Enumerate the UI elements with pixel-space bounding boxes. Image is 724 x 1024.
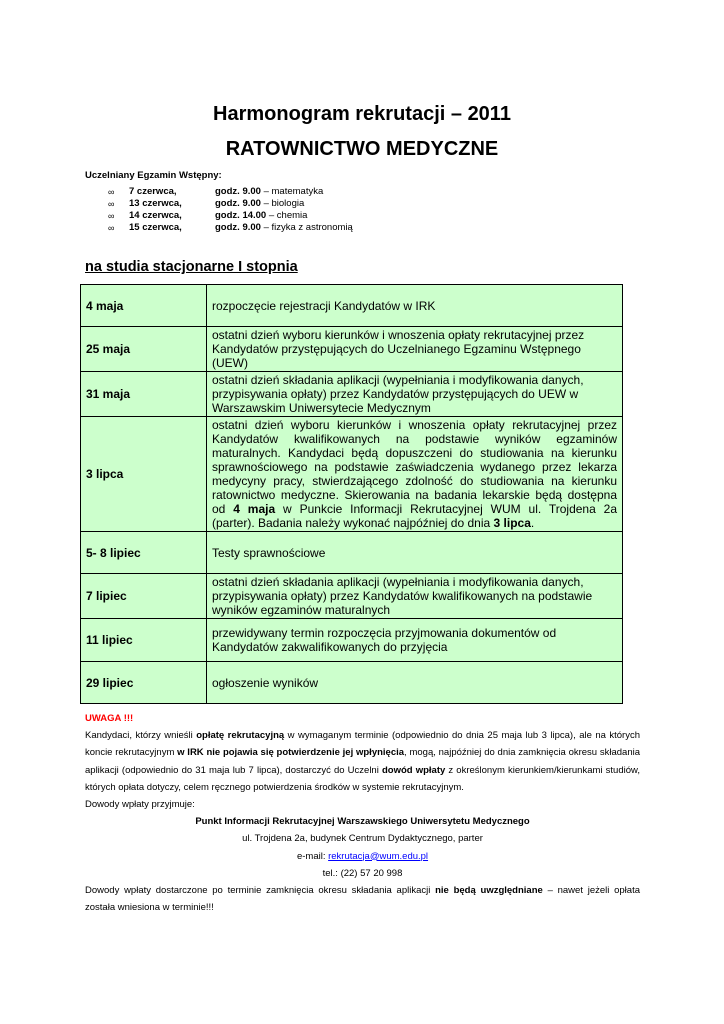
notes-text: w wymaganym terminie (odpowiednio do dnia 25 maja lub 3 lipca), ale na których koncie rekrutacyjnym <box>85 730 640 759</box>
infinity-bullet-icon: ∞ <box>108 223 115 233</box>
table-row <box>81 372 623 417</box>
notes-text: Kandydaci, którzy wnieśli <box>85 730 197 742</box>
table-row <box>81 285 623 327</box>
document-subtitle: RATOWNICTWO MEDYCZNE <box>225 138 499 160</box>
office-phone: tel.: (22) 57 20 998 <box>322 867 403 879</box>
notes-paragraph <box>85 727 640 796</box>
table-row <box>81 619 623 662</box>
notes-text-bold: opłatę rekrutacyjną <box>196 730 285 742</box>
row-date: 25 maja <box>81 327 207 372</box>
row-date: 29 lipiec <box>81 662 207 704</box>
exam-hour: godz. 9.00 <box>215 222 261 233</box>
infinity-bullet-icon: ∞ <box>108 199 115 209</box>
exam-time <box>215 210 307 222</box>
exam-date: 7 czerwca, <box>129 186 177 197</box>
notes-paragraph <box>85 882 640 916</box>
exam-hour: godz. 9.00 <box>215 186 261 197</box>
exam-date: 13 czerwca, <box>129 198 182 209</box>
exam-subject: – matematyka <box>260 186 324 197</box>
notes-paragraph: Dowody wpłaty przyjmuje: <box>85 799 195 811</box>
row-date: 3 lipca <box>81 417 207 532</box>
exam-time <box>215 186 323 198</box>
exam-time <box>215 198 304 210</box>
row-text: w Punkcie Informacji Rekrutacyjnej WUM ul. Trojdena 2a (parter). Badania należy wykonać najpóźniej do dnia <box>212 502 618 530</box>
office-name-text: Punkt Informacji Rekrutacyjnej Warszawskiego Uniwersytetu Medycznego <box>195 816 530 828</box>
exam-date: 14 czerwca, <box>129 210 182 221</box>
row-date: 5- 8 lipiec <box>81 532 207 574</box>
row-text-bold: 4 maja <box>233 502 276 516</box>
exam-time <box>215 222 353 234</box>
office-email <box>85 848 640 865</box>
office-name <box>85 813 640 830</box>
row-date: 4 maja <box>81 285 207 327</box>
table-row <box>81 327 623 372</box>
row-description: Testy sprawnościowe <box>207 532 623 574</box>
row-text: . <box>530 516 535 530</box>
table-row <box>81 662 623 704</box>
exam-heading: Uczelniany Egzamin Wstępny: <box>85 170 222 181</box>
office-address: ul. Trojdena 2a, budynek Centrum Dydaktycznego, parter <box>242 833 483 845</box>
notes-text: , mogą, najpóźniej do dnia zamknięcia okresu składania aplikacji (odpowiednio do 31 maja lub 7 lipca), dostarczyć do Uczelni <box>85 747 640 776</box>
section-title: na studia stacjonarne I stopnia <box>85 259 298 275</box>
row-description: ostatni dzień wyboru kierunków i wnoszenia opłaty rekrutacyjnej przez Kandydatów przystępujących do Uczelnianego Egzaminu Wstępnego (UEW) <box>207 327 623 372</box>
row-description: ogłoszenie wyników <box>207 662 623 704</box>
email-label: e-mail: <box>296 850 329 862</box>
exam-subject: – biologia <box>260 198 305 209</box>
notes-text-bold: nie będą uwzględniane <box>435 885 543 897</box>
table-row <box>81 574 623 619</box>
notes-text-bold: w IRK nie pojawia się potwierdzenie jej wpłynięcia <box>177 747 405 759</box>
row-description: rozpoczęcie rejestracji Kandydatów w IRK <box>207 285 623 327</box>
table-row <box>81 417 623 532</box>
notes-text: z określonym kierunkiem/kierunkami studiów, których opłata dotyczy, celem ręcznego potwierdzenia środków w systemie rekrutacyjnym. <box>85 764 640 793</box>
email-link[interactable]: rekrutacja@wum.edu.pl <box>328 850 429 862</box>
exam-hour: godz. 14.00 <box>215 210 267 221</box>
row-date: 31 maja <box>81 372 207 417</box>
row-text: ostatni dzień wyboru kierunków i wnoszenia opłaty rekrutacyjnej przez Kandydatów kwalifikowanych na podstawie wyników egzaminów maturalnych. Kandydaci będą dopuszczeni do studiowania na kierunku sprawnościowego na podstawie zaświadczenia wydanego przez lekarza medycyny pracy, stwierdzającego zdolność do studiowania na kierunku ratownictwo medyczne. Skierowania na badania lekarskie będą dostępna od <box>212 418 617 516</box>
exam-hour: godz. 9.00 <box>215 198 261 209</box>
notes-text: – nawet jeżeli opłata została wniesiona w terminie!!! <box>85 885 640 914</box>
document-title: Harmonogram rekrutacji – 2011 <box>213 103 511 125</box>
exam-subject: – chemia <box>266 210 308 221</box>
notes-section <box>85 710 640 916</box>
infinity-bullet-icon: ∞ <box>108 187 115 197</box>
warning-label: UWAGA !!! <box>85 713 134 724</box>
row-date: 7 lipiec <box>81 574 207 619</box>
row-text-bold: 3 lipca <box>493 516 531 530</box>
row-date: 11 lipiec <box>81 619 207 662</box>
notes-text-bold: dowód wpłaty <box>381 764 446 776</box>
row-description: przewidywany termin rozpoczęcia przyjmowania dokumentów od Kandydatów zakwalifikowanych do przyjęcia <box>207 619 623 662</box>
infinity-bullet-icon: ∞ <box>108 211 115 221</box>
exam-subject: – fizyka z astronomią <box>260 222 353 233</box>
row-description: ostatni dzień składania aplikacji (wypełniania i modyfikowania danych, przypisywania opłaty) przez Kandydatów przystępujących do UEW w Warszawskim Uniwersytecie Medycznym <box>207 372 623 417</box>
notes-text: Dowody wpłaty dostarczone po terminie zamknięcia okresu składania aplikacji <box>85 885 436 897</box>
exam-date: 15 czerwca, <box>129 222 182 233</box>
row-description: ostatni dzień składania aplikacji (wypełniania i modyfikowania danych, przypisywania opłaty) przez Kandydatów kwalifikowanych na podstawie wyników egzaminów maturalnych <box>207 574 623 619</box>
row-description <box>207 417 623 532</box>
schedule-table <box>80 284 623 704</box>
table-row <box>81 532 623 574</box>
